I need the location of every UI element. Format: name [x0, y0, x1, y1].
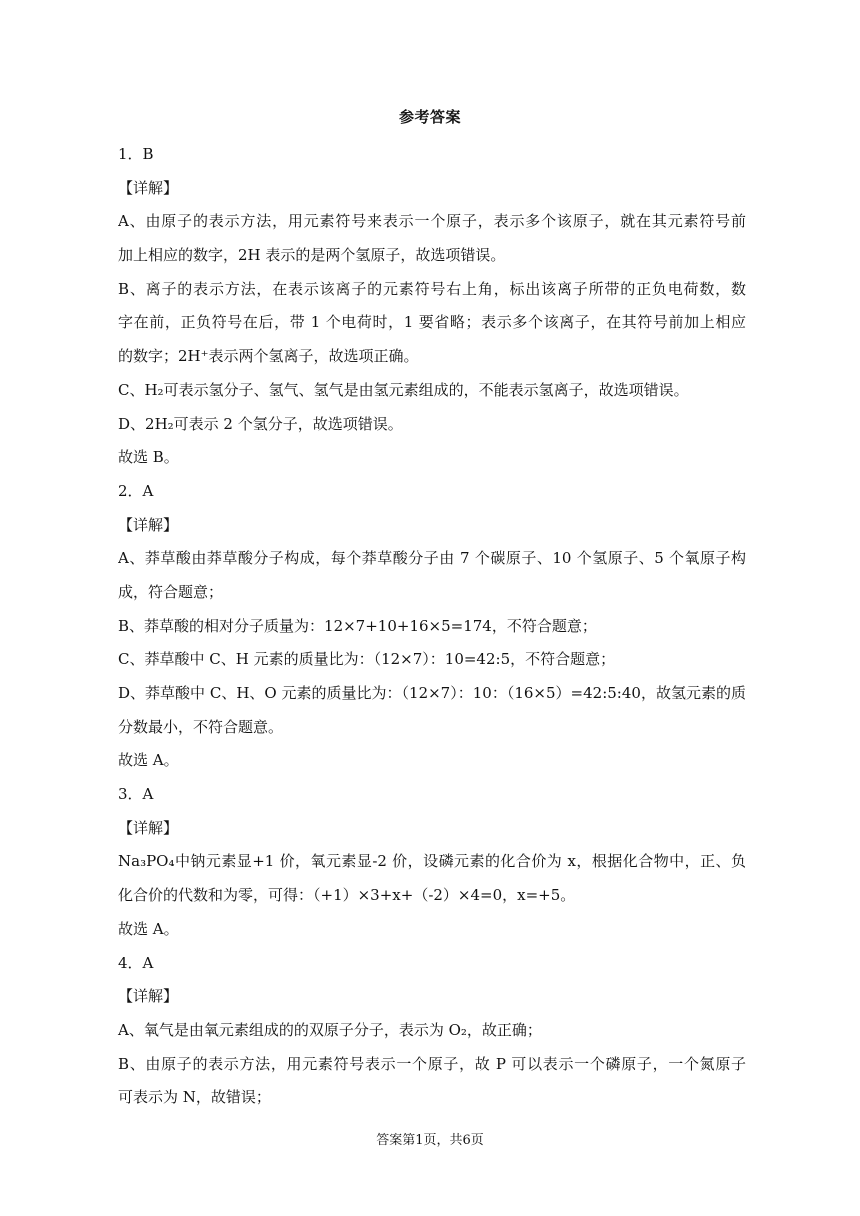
text-line: 的数字；2H⁺表示两个氢离子，故选项正确。 [118, 347, 419, 366]
text-line: B、离子的表示方法，在表示该离子的元素符号右上角，标出该离子所带的正负电荷数，数 [118, 279, 746, 298]
explanation-heading: 【详解】 [118, 987, 179, 1006]
text-line: A、莽草酸由莽草酸分子构成，每个莽草酸分子由 7 个碳原子、10 个氢原子、5 个氧原子构 [118, 549, 746, 568]
conclusion-line: 故选 A。 [118, 751, 179, 770]
text-line: D、莽草酸中 C、H、O 元素的质量比为：（12×7）：10：（16×5）=42:5:40，故氢元素的质 [118, 684, 746, 702]
explanation-heading: 【详解】 [118, 818, 179, 837]
text-line: D、2H₂可表示 2 个氢分子，故选项错误。 [118, 414, 403, 433]
page-footer: 答案第1页，共6页 [376, 1133, 484, 1148]
text-line: B、由原子的表示方法，用元素符号表示一个原子，故 P 可以表示一个磷原子，一个氮原子 [118, 1054, 746, 1073]
answer-content [118, 138, 746, 1115]
question-number: 3．A [118, 785, 154, 804]
text-line: 分数最小，不符合题意。 [118, 717, 284, 736]
question-number: 2．A [118, 481, 154, 500]
text-line: 成，符合题意； [118, 582, 224, 601]
conclusion-line: 故选 B。 [118, 448, 179, 467]
text-line: C、莽草酸中 C、H 元素的质量比为：（12×7）：10=42:5，不符合题意； [118, 650, 616, 669]
question-number: 4．A [118, 953, 154, 972]
text-line: 字在前，正负符号在后，带 1 个电荷时，1 要省略；表示多个该离子，在其符号前加上相应 [118, 313, 746, 332]
explanation-heading: 【详解】 [118, 178, 179, 197]
text-line: 化合价的代数和为零，可得：（+1）×3+x+（-2）×4=0，x=+5。 [118, 886, 576, 905]
question-number: 1．B [118, 145, 154, 163]
text-line: C、H₂可表示氢分子、氢气、氢气是由氢元素组成的，不能表示氢离子，故选项错误。 [118, 380, 689, 399]
text-line: A、氧气是由氧元素组成的的双原子分子，表示为 O₂，故正确； [118, 1020, 542, 1039]
explanation-heading: 【详解】 [118, 515, 179, 534]
text-line: B、莽草酸的相对分子质量为：12×7+10+16×5=174，不符合题意； [118, 616, 597, 635]
page-title: 参考答案 [398, 108, 461, 126]
text-line: A、由原子的表示方法，用元素符号来表示一个原子，表示多个该原子，就在其元素符号前 [118, 212, 746, 231]
text-line: 加上相应的数字，2H 表示的是两个氢原子，故选项错误。 [118, 246, 506, 265]
text-line: Na₃PO₄中钠元素显+1 价，氧元素显-2 价，设磷元素的化合价为 x，根据化合物中，正、负 [118, 852, 746, 871]
conclusion-line: 故选 A。 [118, 919, 179, 938]
text-line: 可表示为 N，故错误； [118, 1088, 271, 1107]
